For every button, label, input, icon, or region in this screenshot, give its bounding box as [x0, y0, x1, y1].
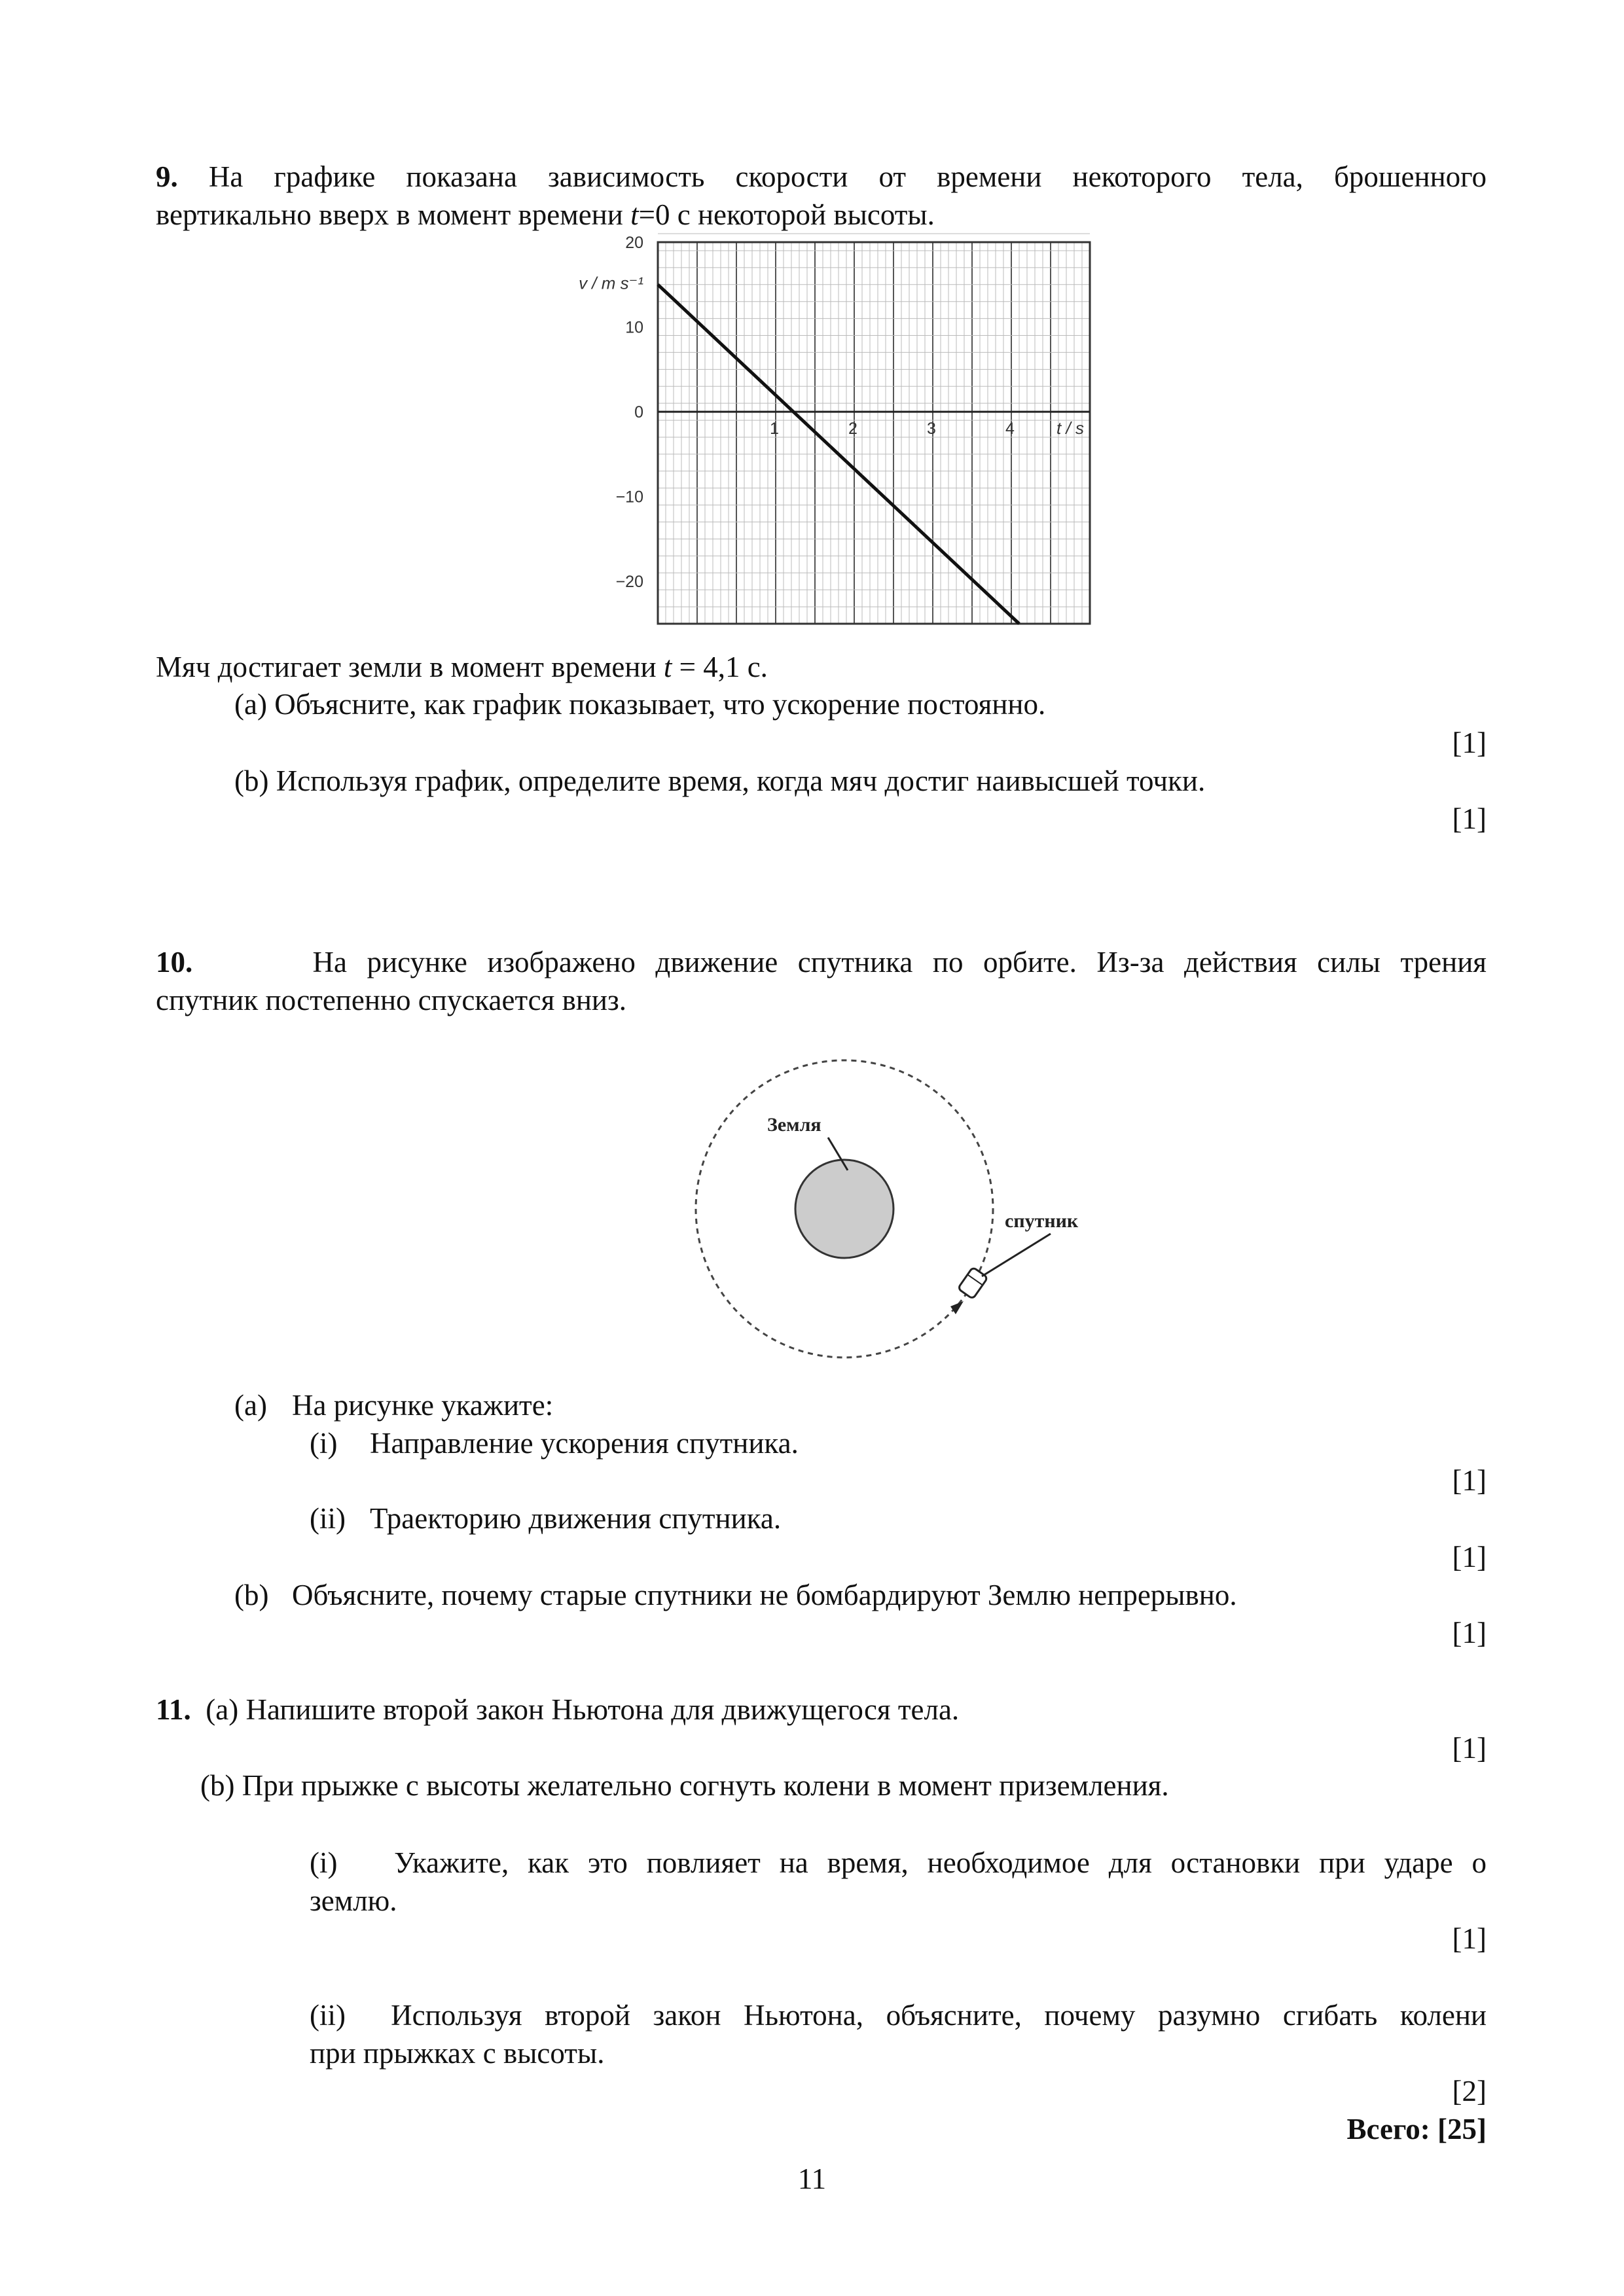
q9-part-a: (a) Объясните, как график показывает, что ускорение постоянно.	[234, 688, 1046, 721]
q11-sub-ii-line2: при прыжках с высоты.	[310, 2037, 605, 2070]
q10-sub-i-mark: [1]	[1452, 1464, 1487, 1497]
y-axis-label: v / m s⁻¹	[579, 273, 643, 293]
y-tick-label: 0	[634, 403, 643, 422]
q9-after-text	[156, 648, 768, 686]
q9-line1	[156, 158, 1487, 196]
q11-number: 11.	[156, 1693, 191, 1726]
q10-sub-ii-num: (ii)	[310, 1502, 346, 1535]
q9-line2-start: вертикально вверх в момент времени	[156, 198, 631, 231]
q11-sub-ii-line1: (ii) Используя второй закон Ньютона, объясните, почему разумно сгибать колени	[310, 1999, 1487, 2032]
q9-line2-end: =0 с некоторой высоты.	[638, 198, 935, 231]
q10-text-line1: На рисунке изображено движение спутника по орбите. Из-за действия силы трения	[312, 946, 1487, 978]
page-number: 11	[797, 2162, 827, 2195]
x-tick-label: 4	[1005, 420, 1015, 439]
q10-sub-i-text: Направление ускорения спутника.	[370, 1427, 799, 1460]
q11-sub-i-line1: (i) Укажите, как это повлияет на время, необходимое для остановки при ударе о	[310, 1846, 1487, 1879]
q11-sub-i-line2: землю.	[310, 1884, 397, 1917]
q11-sub-i-mark: [1]	[1452, 1922, 1487, 1955]
chart-grid	[658, 234, 1090, 624]
y-tick-label: −10	[615, 488, 643, 507]
earth-circle	[795, 1160, 893, 1258]
q10-sub-i-num: (i)	[310, 1427, 338, 1460]
q9-part-b: (b) Используя график, определите время, когда мяч достиг наивысшей точки.	[234, 764, 1206, 797]
x-tick-label: 2	[848, 420, 857, 439]
earth-label: Земля	[767, 1114, 821, 1136]
q10-part-b-num: (b)	[234, 1579, 269, 1611]
satellite-label: спутник	[1005, 1210, 1079, 1232]
y-tick-label: 10	[625, 318, 643, 337]
q9-after-start: Мяч достигает земли в момент времени	[156, 651, 664, 683]
x-tick-label: 1	[770, 420, 779, 439]
q10-part-a-num: (a)	[234, 1389, 267, 1422]
q9-text-line1: На графике показана зависимость скорости от времени некоторого тела, брошенного	[208, 160, 1487, 193]
q10-line1	[156, 943, 1487, 981]
q9-number: 9.	[156, 160, 178, 193]
q9-line2-var: t	[630, 198, 639, 231]
x-axis-label: t / s	[1056, 418, 1084, 439]
orbit-direction-arrow	[950, 1301, 964, 1314]
satellite-pointer-line	[982, 1234, 1051, 1276]
y-tick-label: −20	[615, 573, 643, 592]
q11-part-a-line	[156, 1691, 959, 1729]
q10-part-b-mark: [1]	[1452, 1617, 1487, 1649]
q10-part-b-text: Объясните, почему старые спутники не бомбардируют Землю непрерывно.	[292, 1579, 1237, 1611]
q10-line2: спутник постепенно спускается вниз.	[156, 984, 627, 1016]
velocity-time-chart	[550, 232, 1113, 632]
q10-number: 10.	[156, 946, 193, 978]
y-tick-label: 20	[625, 234, 643, 252]
orbit-diagram	[681, 1054, 1139, 1381]
q9-part-a-mark: [1]	[1452, 726, 1487, 759]
q9-line2	[156, 196, 935, 234]
plot-frame	[658, 242, 1090, 624]
q11-part-a-mark: [1]	[1452, 1732, 1487, 1765]
q11-part-b: (b) При прыжке с высоты желательно согнуть колени в момент приземления.	[200, 1769, 1169, 1802]
q11-part-a: (a) Напишите второй закон Ньютона для движущегося тела.	[206, 1693, 960, 1726]
q10-sub-ii-text: Траекторию движения спутника.	[370, 1502, 782, 1535]
chart-axes	[658, 242, 1090, 624]
x-tick-label: 3	[927, 420, 936, 439]
q9-after-end: = 4,1 с.	[672, 651, 768, 683]
q9-after-var: t	[663, 651, 672, 683]
q10-part-a-text: На рисунке укажите:	[292, 1389, 554, 1422]
q9-part-b-mark: [1]	[1452, 802, 1487, 835]
total-score: Всего: [25]	[1346, 2113, 1487, 2145]
satellite-icon	[958, 1267, 988, 1299]
q10-sub-ii-mark: [1]	[1452, 1541, 1487, 1573]
q11-sub-ii-mark: [2]	[1452, 2075, 1487, 2108]
